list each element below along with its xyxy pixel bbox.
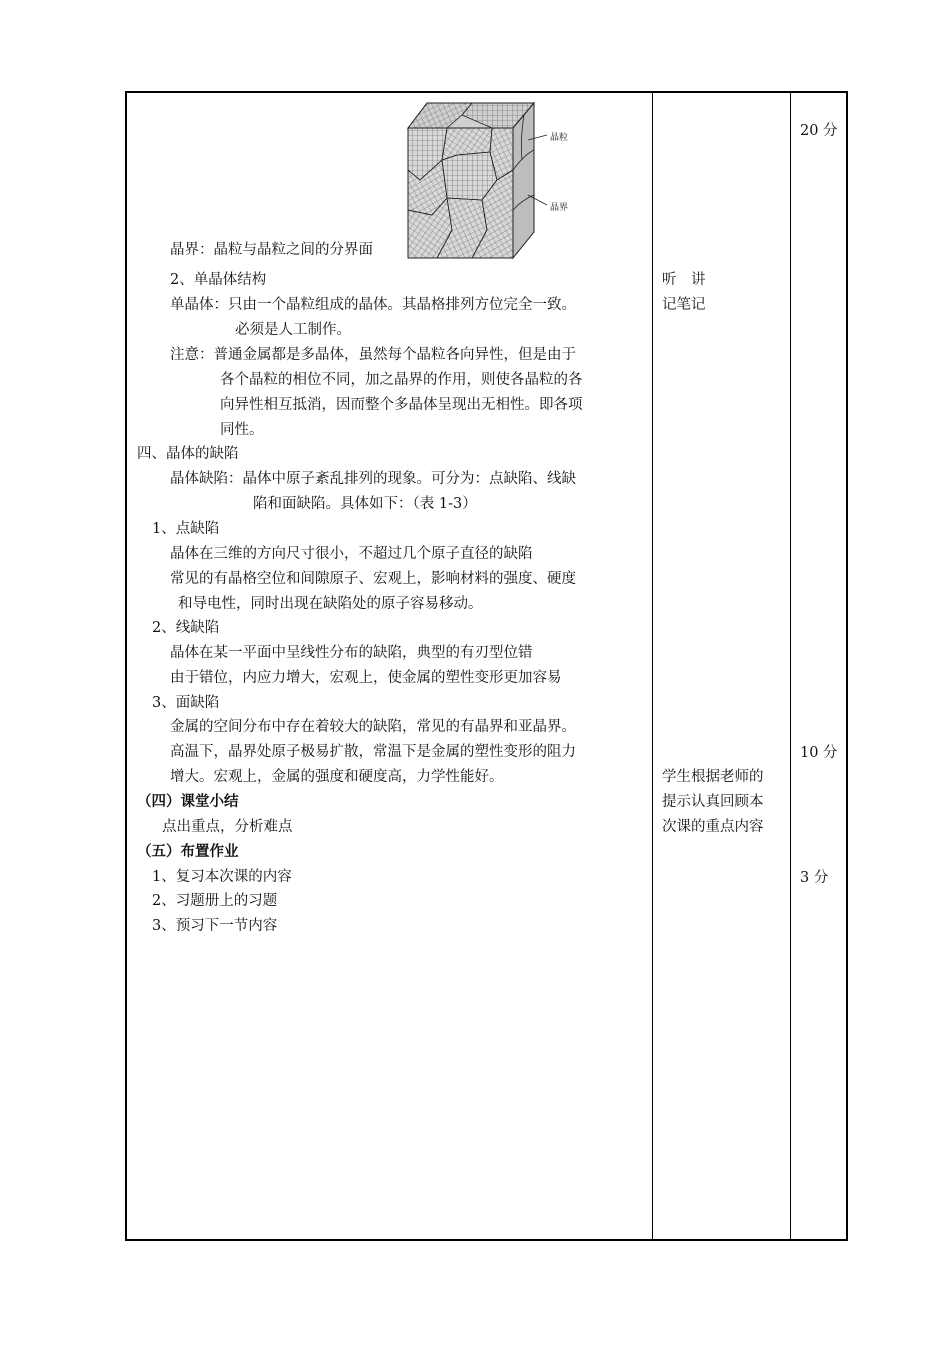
summary-heading: （四）课堂小结 (137, 793, 239, 810)
point-defect-line-2: 常见的有晶格空位和间隙原子、宏观上，影响材料的强度、硬度 (170, 571, 576, 587)
polycrystal-figure (402, 100, 582, 262)
point-defect-line-3: 和导电性，同时出现在缺陷处的原子容易移动。 (178, 596, 483, 612)
defects-definition: 晶体缺陷：晶体中原子紊乱排列的现象。可分为：点缺陷、线缺 (170, 471, 576, 487)
plane-defect-line-2: 高温下，晶界处原子极易扩散，常温下是金属的塑性变形的阻力 (170, 744, 576, 760)
time-10-min: 10 分 (800, 745, 838, 761)
polycrystal-diagram (402, 100, 582, 262)
time-20-min: 20 分 (800, 123, 838, 139)
defects-definition-cont: 陷和面缺陷。具体如下：（表 1-3） (253, 496, 477, 512)
note-line-3: 向异性相互抵消，因而整个多晶体呈现出无相性。即各项 (220, 397, 583, 413)
line-defect-heading: 2、线缺陷 (152, 620, 220, 636)
plane-defect-heading: 3、面缺陷 (152, 695, 220, 711)
column-divider-2 (790, 93, 791, 1239)
activity-notes: 记笔记 (662, 297, 706, 313)
lesson-plan-table (125, 91, 848, 1241)
homework-item-3: 3、预习下一节内容 (152, 918, 278, 934)
column-divider-1 (652, 93, 653, 1239)
time-3-min: 3 分 (800, 870, 829, 886)
activity-review-line-3: 次课的重点内容 (662, 819, 764, 835)
single-crystal-definition: 单晶体：只由一个晶粒组成的晶体。其晶格排列方位完全一致。 (170, 297, 576, 313)
grain-boundary-label: 晶界 (550, 203, 569, 213)
homework-heading: （五）布置作业 (137, 843, 239, 860)
line-defect-line-2: 由于错位，内应力增大，宏观上，使金属的塑性变形更加容易 (170, 670, 562, 686)
activity-listen: 听 讲 (662, 272, 706, 288)
plane-defect-line-1: 金属的空间分布中存在着较大的缺陷，常见的有晶界和亚晶界。 (170, 719, 576, 735)
summary-text: 点出重点，分析难点 (162, 819, 293, 835)
note-line-2: 各个晶粒的相位不同，加之晶界的作用，则使各晶粒的各 (220, 372, 583, 388)
note-line-4: 同性。 (220, 422, 264, 438)
point-defect-line-1: 晶体在三维的方向尺寸很小，不超过几个原子直径的缺陷 (170, 546, 533, 562)
activity-review-line-2: 提示认真回顾本 (662, 794, 764, 810)
activity-review-line-1: 学生根据老师的 (662, 769, 764, 785)
point-defect-heading: 1、点缺陷 (152, 521, 220, 537)
line-defect-line-1: 晶体在某一平面中呈线性分布的缺陷，典型的有刃型位错 (170, 645, 533, 661)
homework-item-2: 2、习题册上的习题 (152, 893, 278, 909)
single-crystal-definition-cont: 必须是人工制作。 (235, 322, 351, 338)
grain-label: 晶粒 (550, 133, 569, 143)
grain-boundary-definition: 晶界：晶粒与晶粒之间的分界面 (170, 242, 373, 258)
single-crystal-heading: 2、单晶体结构 (170, 272, 267, 288)
plane-defect-line-3: 增大。宏观上，金属的强度和硬度高，力学性能好。 (170, 769, 504, 785)
defects-heading: 四、晶体的缺陷 (137, 446, 239, 462)
homework-item-1: 1、复习本次课的内容 (152, 869, 292, 885)
note-line-1: 注意：普通金属都是多晶体，虽然每个晶粒各向异性，但是由于 (170, 347, 576, 363)
